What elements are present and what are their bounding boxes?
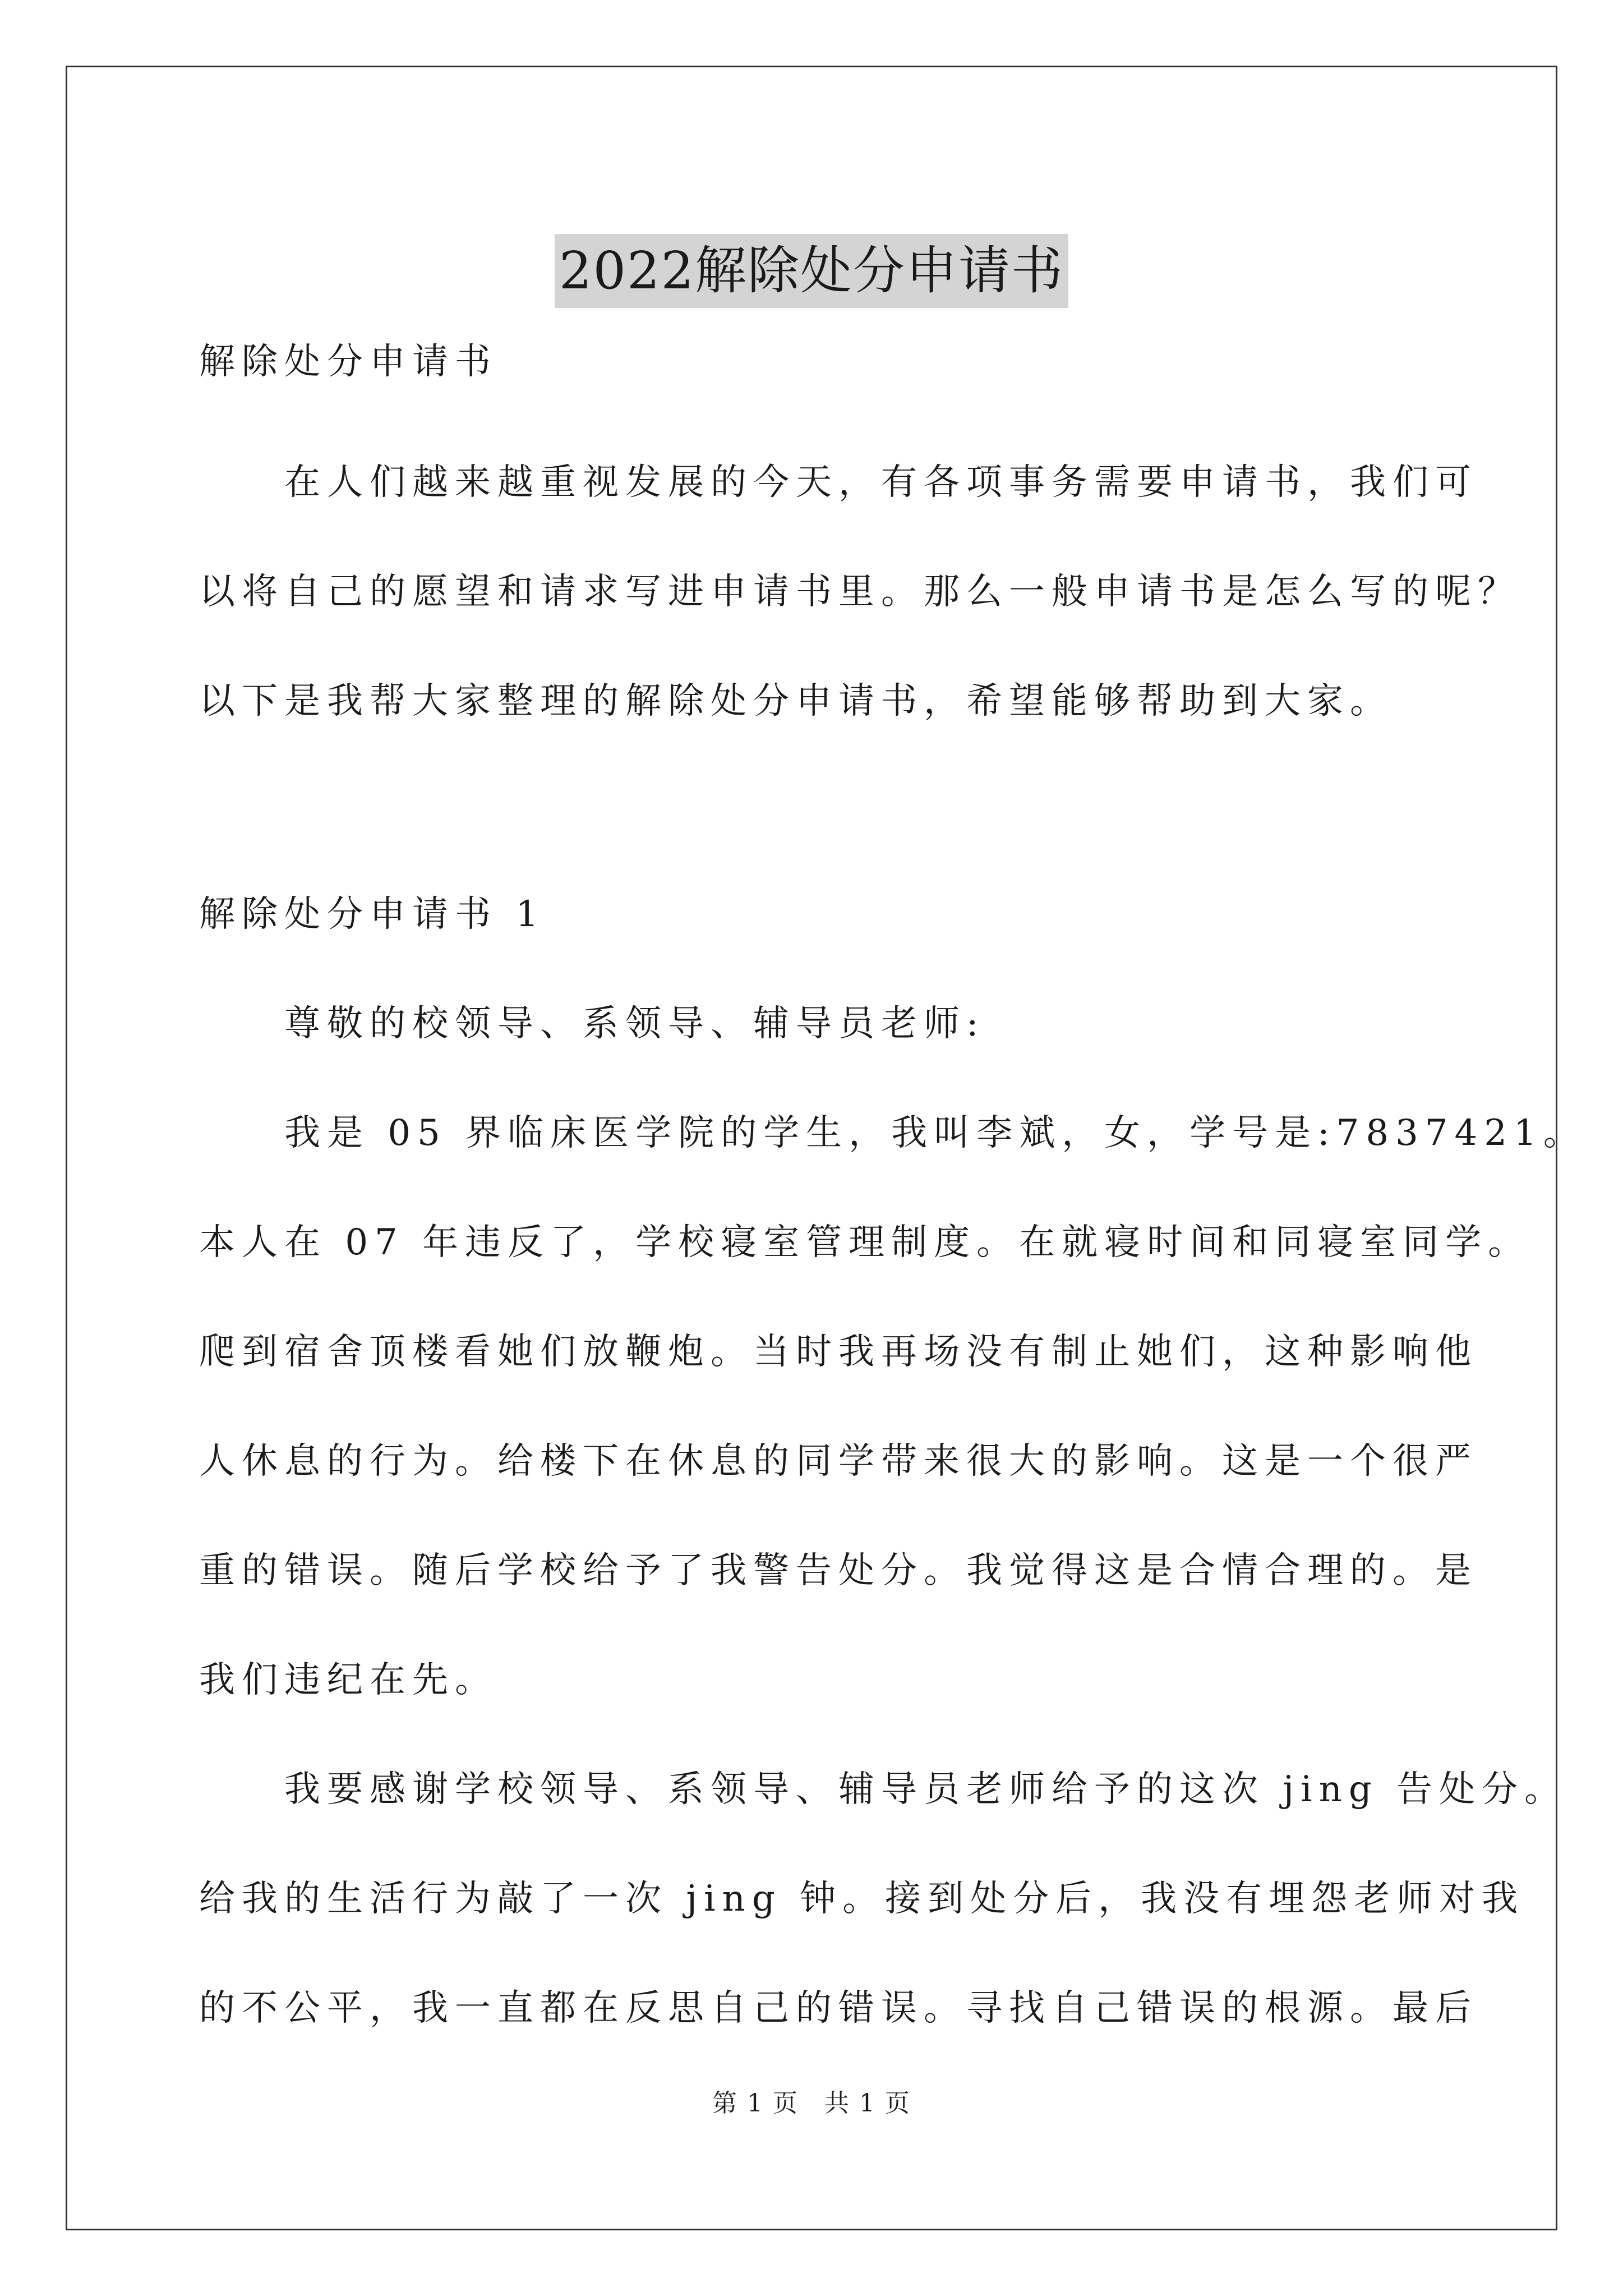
paragraph-line: 的不公平，我一直都在反思自己的错误。寻找自己错误的根源。最后 bbox=[199, 1987, 1478, 2029]
section-heading: 解除处分申请书 1 bbox=[199, 894, 546, 935]
document-title: 2022解除处分申请书 bbox=[555, 234, 1068, 308]
title-container bbox=[0, 199, 1623, 342]
paragraph-line: 给我的生活行为敲了一次 jing 钟。接到处分后，我没有埋怨老师对我 bbox=[199, 1878, 1525, 1920]
salutation: 尊敬的校领导、系领导、辅导员老师: bbox=[199, 1003, 985, 1045]
paragraph-line: 我是 05 界临床医学院的学生，我叫李斌，女，学号是:7837421。 bbox=[199, 1112, 1586, 1154]
paragraph-line: 本人在 07 年违反了，学校寝室管理制度。在就寝时间和同寝室同学。 bbox=[199, 1222, 1531, 1263]
paragraph-line: 我要感谢学校领导、系领导、辅导员老师给予的这次 jing 告处分。 bbox=[199, 1769, 1567, 1810]
paragraph-line: 爬到宿舍顶楼看她们放鞭炮。当时我再场没有制止她们，这种影响他 bbox=[199, 1331, 1478, 1373]
paragraph-line: 我们违纪在先。 bbox=[199, 1659, 497, 1701]
paragraph-line: 以下是我帮大家整理的解除处分申请书，希望能够帮助到大家。 bbox=[199, 680, 1393, 722]
section-heading: 解除处分申请书 bbox=[199, 341, 497, 383]
page-number: 第 1 页 共 1 页 bbox=[712, 2089, 911, 2118]
paragraph-line: 重的错误。随后学校给予了我警告处分。我觉得这是合情合理的。是 bbox=[199, 1550, 1478, 1591]
paragraph-line: 以将自己的愿望和请求写进申请书里。那么一般申请书是怎么写的呢？ bbox=[199, 571, 1520, 613]
paragraph-line: 在人们越来越重视发展的今天，有各项事务需要申请书，我们可 bbox=[199, 462, 1478, 503]
paragraph-line: 人休息的行为。给楼下在休息的同学带来很大的影响。这是一个很严 bbox=[199, 1441, 1478, 1482]
